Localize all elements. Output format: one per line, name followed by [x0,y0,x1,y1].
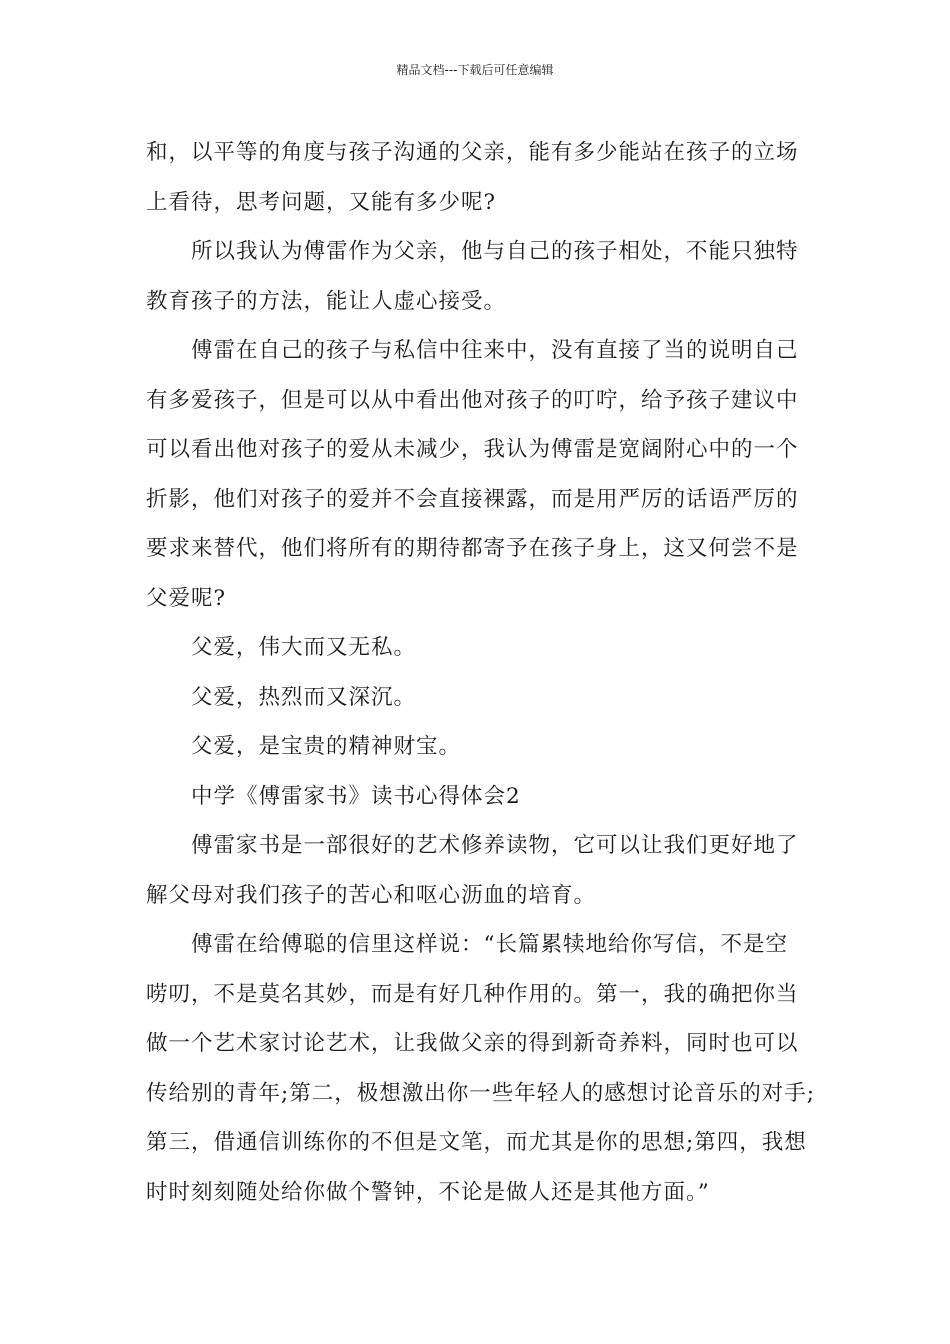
text-line: 父爱呢? [146,585,227,611]
text-line: 傅雷在自己的孩子与私信中往来中，没有直接了当的说明自己 [191,338,799,363]
text-line: 做一个艺术家讨论艺术，让我做父亲的得到新奇养料，同时也可以 [146,1031,799,1056]
text-line: 解父母对我们孩子的苦心和呕心沥血的培育。 [146,882,597,908]
text-line: 可以看出他对孩子的爱从未减少，我认为傅雷是宽阔附心中的一个 [146,437,799,462]
section-heading: 中学《傅雷家书》读书心得体会2 [191,783,521,809]
text-line: 教育孩子的方法，能让人虚心接受。 [146,288,507,314]
text-line: 唠叨，不是莫名其妙，而是有好几种作用的。第一，我的确把你当 [146,981,799,1007]
text-line: 第三，借通信训练你的不但是文笔，而尤其是你的思想;第四，我想 [146,1130,807,1155]
text-line: 时时刻刻随处给你做个警钟，不论是做人还是其他方面。” [146,1179,710,1205]
text-line: 要求来替代，他们将所有的期待都寄予在孩子身上，这又何尝不是 [146,536,799,561]
document-body [146,128,816,1217]
text-line: 父爱，是宝贵的精神财宝。 [191,734,462,759]
text-line: 傅雷在给傅聪的信里这样说：“长篇累犊地给你写信，不是空 [191,932,788,957]
text-line: 折影，他们对孩子的爱并不会直接裸露，而是用严厉的话语严厉的 [146,486,799,512]
text-line: 上看待，思考问题，又能有多少呢? [146,189,497,215]
text-line: 父爱，热烈而又深沉。 [191,684,417,710]
text-line: 和，以平等的角度与孩子沟通的父亲，能有多少能站在孩子的立场 [146,140,799,165]
text-line: 传给别的青年;第二，极想激出你一些年轻人的感想讨论音乐的对手; [146,1080,815,1106]
text-line: 傅雷家书是一部很好的艺术修养读物，它可以让我们更好地了 [191,833,799,858]
text-line: 有多爱孩子，但是可以从中看出他对孩子的叮咛，给予孩子建议中 [146,387,799,413]
text-line: 父爱，伟大而又无私。 [191,635,417,660]
text-line: 所以我认为傅雷作为父亲，他与自己的孩子相处，不能只独特 [191,239,799,264]
page-header: 精品文档---下载后可任意编辑 [396,63,554,77]
